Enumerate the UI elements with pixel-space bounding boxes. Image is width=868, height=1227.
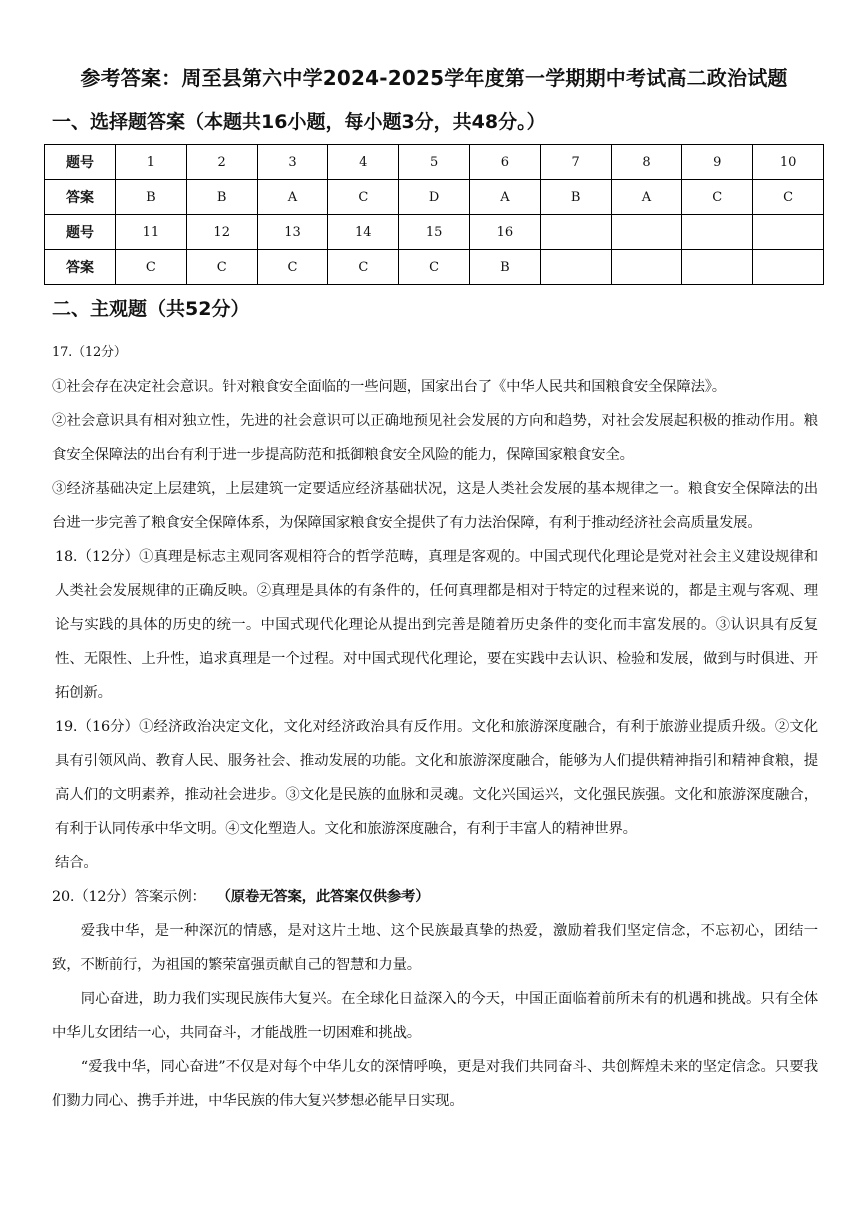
table-cell: 6 [469, 145, 540, 180]
table-cell: 14 [328, 215, 399, 250]
row-label: 答案 [45, 250, 116, 285]
table-cell: 8 [611, 145, 682, 180]
table-cell: C [682, 180, 753, 215]
table-cell [611, 215, 682, 250]
q19-answer [52, 710, 818, 846]
q20-heading: 20.（12分）答案示例： [52, 889, 206, 905]
table-cell: A [611, 180, 682, 215]
table-cell: 5 [399, 145, 470, 180]
table-cell [682, 250, 753, 285]
section2-heading: 二、主观题（共52分） [52, 298, 250, 320]
table-cell: A [257, 180, 328, 215]
table-cell: 11 [116, 215, 187, 250]
q20-heading-line [52, 880, 818, 914]
row-label: 题号 [45, 215, 116, 250]
table-cell: 4 [328, 145, 399, 180]
table-cell [540, 250, 611, 285]
row-label: 题号 [45, 145, 116, 180]
q20-paragraph-3: “爱我中华，同心奋进”不仅是对每个中华儿女的深情呼唤，更是对我们共同奋斗、共创辉煌未来的坚定信念。只要我们勠力同心、携手并进，中华民族的伟大复兴梦想必能早日实现。 [52, 1059, 818, 1109]
table-cell: 3 [257, 145, 328, 180]
table-cell [611, 250, 682, 285]
table-cell [753, 250, 824, 285]
table-cell: C [186, 250, 257, 285]
table-row [45, 215, 824, 250]
table-cell: 9 [682, 145, 753, 180]
table-cell: C [399, 250, 470, 285]
table-cell: C [257, 250, 328, 285]
table-cell: 13 [257, 215, 328, 250]
table-cell: C [116, 250, 187, 285]
table-cell: B [469, 250, 540, 285]
table-cell: B [116, 180, 187, 215]
table-cell [753, 215, 824, 250]
table-cell: C [328, 180, 399, 215]
q19-tail: 结合。 [55, 855, 98, 871]
answer-table [44, 144, 824, 285]
table-cell: A [469, 180, 540, 215]
table-cell: D [399, 180, 470, 215]
q20-paragraph-1: 爱我中华，是一种深沉的情感，是对这片土地、这个民族最真挚的热爱，激励着我们坚定信念，不忘初心，团结一致，不断前行，为祖国的繁荣富强贡献自己的智慧和力量。 [52, 923, 818, 973]
table-row [45, 250, 824, 285]
section1-heading: 一、选择题答案（本题共16小题，每小题3分，共48分。） [52, 111, 546, 133]
q17-heading: 17.（12分） [52, 345, 127, 360]
table-cell: 2 [186, 145, 257, 180]
q20-paragraph-2: 同心奋进，助力我们实现民族伟大复兴。在全球化日益深入的今天，中国正面临着前所未有的机遇和挑战。只有全体中华儿女团结一心，共同奋斗，才能战胜一切困难和挑战。 [52, 991, 818, 1041]
table-cell: 10 [753, 145, 824, 180]
table-row [45, 145, 824, 180]
table-cell: C [328, 250, 399, 285]
table-cell: 12 [186, 215, 257, 250]
table-cell: B [186, 180, 257, 215]
table-cell: 1 [116, 145, 187, 180]
q20-note: （原卷无答案，此答案仅供参考） [223, 888, 430, 905]
q17-point-1: ①社会存在决定社会意识。针对粮食安全面临的一些问题，国家出台了《中华人民共和国粮食安全保障法》。 [52, 379, 726, 395]
subjective-answers [52, 336, 818, 1118]
table-cell: 16 [469, 215, 540, 250]
table-cell: 7 [540, 145, 611, 180]
q19-heading: 19.（16分） [55, 719, 140, 735]
table-row [45, 180, 824, 215]
table-cell [682, 215, 753, 250]
q19-text: ①经济政治决定文化，文化对经济政治具有反作用。文化和旅游深度融合，有利于旅游业提质升级。②文化具有引领风尚、教育人民、服务社会、推动发展的功能。文化和旅游深度融合，能够为人们提供精神指引和精神食粮，提高人们的文明素养，推动社会进步。③文化是民族的血脉和灵魂。文化兴国运兴，文化强民族强。文化和旅游深度融合，有利于认同传承中华文明。④文化塑造人。文化和旅游深度融合，有利于丰富人的精神世界。 [55, 719, 818, 837]
page-title: 参考答案：周至县第六中学2024-2025学年度第一学期期中考试高二政治试题 [80, 66, 788, 90]
q17-point-2: ②社会意识具有相对独立性，先进的社会意识可以正确地预见社会发展的方向和趋势，对社会发展起积极的推动作用。粮食安全保障法的出台有利于进一步提高防范和抵御粮食安全风险的能力，保障国家粮食安全。 [52, 413, 818, 463]
q18-text: ①真理是标志主观同客观相符合的哲学范畴，真理是客观的。中国式现代化理论是党对社会主义建设规律和人类社会发展规律的正确反映。②真理是具体的有条件的，任何真理都是相对于特定的过程来说的，都是主观与客观、理论与实践的具体的历史的统一。中国式现代化理论从提出到完善是随着历史条件的变化而丰富发展的。③认识具有反复性、无限性、上升性，追求真理是一个过程。对中国式现代化理论，要在实践中去认识、检验和发展，做到与时俱进、开拓创新。 [55, 549, 818, 701]
q18-heading: 18.（12分） [55, 549, 140, 565]
q18-answer [52, 540, 818, 710]
table-cell: C [753, 180, 824, 215]
table-cell [540, 215, 611, 250]
table-cell: 15 [399, 215, 470, 250]
q17-point-3: ③经济基础决定上层建筑，上层建筑一定要适应经济基础状况，这是人类社会发展的基本规律之一。粮食安全保障法的出台进一步完善了粮食安全保障体系，为保障国家粮食安全提供了有力法治保障，有利于推动经济社会高质量发展。 [52, 481, 818, 531]
table-cell: B [540, 180, 611, 215]
row-label: 答案 [45, 180, 116, 215]
